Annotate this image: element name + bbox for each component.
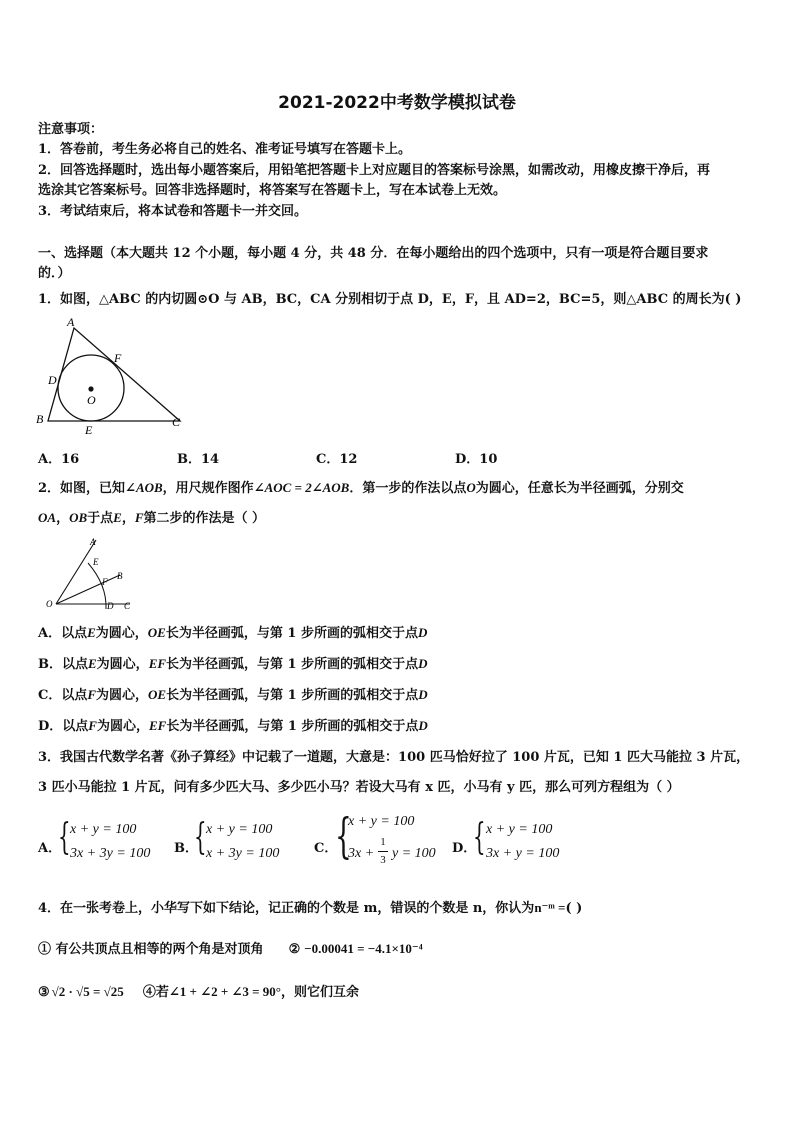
q4-item-4-math: ∠1 + ∠2 + ∠3 = 90° xyxy=(168,984,281,999)
center-point-o xyxy=(88,386,93,391)
label-e: E xyxy=(93,557,99,567)
label-c: C xyxy=(124,601,131,611)
q4-item-2-label: ② xyxy=(288,942,301,957)
opt-text: 为圆心， xyxy=(96,719,149,734)
section-heading: 一、选择题（本大题共 12 个小题，每小题 4 分，共 48 分．在每小题给出的四个选项中，只有一项是符合题目要求 xyxy=(38,246,709,261)
q4-item-1: ① 有公共顶点且相等的两个角是对顶角 xyxy=(38,942,264,957)
q2-option-a xyxy=(38,623,427,644)
label-b: B xyxy=(117,571,123,581)
q3-option-d-label: D． xyxy=(452,841,477,856)
q3-stem-line2: 3 匹小马能拉 1 片瓦，问有多少匹大马、多少匹小马？若设大马有 x 匹，小马有 y 匹，那么可列方程组为（ ） xyxy=(38,780,680,795)
notice-heading: 注意事项： xyxy=(38,122,104,137)
q2-text: 2．如图，已知 xyxy=(38,481,126,496)
q3-option-c-brace: { xyxy=(335,808,352,864)
q4-item-3-label: ③ xyxy=(38,985,50,1000)
label-o: O xyxy=(87,393,96,407)
q4-item-4-label: ④若 xyxy=(142,985,169,1000)
q2-stem-line2 xyxy=(38,508,265,529)
label-a: A xyxy=(67,315,75,329)
q4-item-row2 xyxy=(38,982,359,1003)
q2-option-b xyxy=(38,654,428,675)
q3-option-c-eq2b: y = 100 xyxy=(392,846,436,861)
q4-stem xyxy=(38,898,582,919)
q2-math-aob: ∠AOB xyxy=(125,480,163,495)
q3-option-d-brace: { xyxy=(473,817,486,858)
notice-item-2-cont: 选涂其它答案标号。回答非选择题时，将答案写在答题卡上，写在本试卷上无效。 xyxy=(38,183,507,198)
q2-stem-line1 xyxy=(38,478,684,499)
q3-option-b-eq2: x + 3y = 100 xyxy=(206,846,280,861)
q2-text: ， xyxy=(56,511,70,526)
opt-math: D xyxy=(417,625,428,640)
q3-option-b-brace: { xyxy=(194,817,207,858)
opt-math: F xyxy=(87,687,97,702)
opt-math: D xyxy=(418,718,428,733)
opt-math: OE xyxy=(148,687,167,702)
q1-option-d: D．10 xyxy=(455,452,498,467)
triangle-abc xyxy=(48,328,180,421)
opt-text: 为圆心， xyxy=(96,688,149,703)
label-a: A xyxy=(90,537,96,547)
label-f: F xyxy=(114,351,122,365)
opt-math: F xyxy=(88,718,97,733)
q2-math-e: E xyxy=(113,510,122,525)
q4-item-4-text: ，则它们互余 xyxy=(281,985,360,1000)
q3-option-b-label: B． xyxy=(174,841,198,856)
opt-text: B．以点 xyxy=(38,657,88,672)
q2-math-o: O xyxy=(466,480,476,495)
q3-option-c-eq2a: 3x + xyxy=(348,846,375,861)
opt-text: D．以点 xyxy=(38,719,89,734)
q4-item-3-math: √2 · √5 = √25 xyxy=(51,984,124,999)
opt-text: C．以点 xyxy=(38,688,88,703)
opt-text: 长为半径画弧，与第 1 步所画的弧相交于点 xyxy=(166,657,419,672)
q3-option-c-eq1: x + y = 100 xyxy=(348,814,415,829)
q1-option-a: A．16 xyxy=(38,452,80,467)
opt-text: 为圆心， xyxy=(96,657,149,672)
q4-math: n⁻ᵐ = xyxy=(534,900,566,915)
opt-text: 长为半径画弧，与第 1 步所画的弧相交于点 xyxy=(166,719,419,734)
q3-option-a-label: A． xyxy=(38,841,62,856)
q2-math-ob: OB xyxy=(69,510,88,525)
label-d: D xyxy=(107,601,114,611)
q2-math-aoc: ∠AOC = 2∠AOB xyxy=(253,480,350,495)
q1-option-c: C．12 xyxy=(316,452,358,467)
opt-text: 长为半径画弧，与第 1 步所画的弧相交于点 xyxy=(166,688,419,703)
section-heading-cont: 的．） xyxy=(38,266,71,281)
q4-text: ( ) xyxy=(565,901,583,916)
opt-text: A．以点 xyxy=(38,626,88,641)
label-b: B xyxy=(36,412,44,426)
q1-option-b: B．14 xyxy=(177,452,220,467)
opt-math: E xyxy=(87,625,96,640)
q2-math-oa: OA xyxy=(38,510,57,525)
q4-item-row1 xyxy=(38,939,423,960)
q2-text: 为圆心，任意长为半径画弧，分别交 xyxy=(475,481,684,496)
q3-option-d-eq2: 3x + y = 100 xyxy=(486,846,560,861)
notice-item-2: 2．回答选择题时，选出每小题答案后，用铅笔把答题卡上对应题目的答案标号涂黑，如需改动，用橡皮擦干净后，再 xyxy=(38,163,711,178)
q2-text: 于点 xyxy=(87,511,114,526)
q3-option-c-frac-num: 1 xyxy=(380,836,386,848)
opt-text: 为圆心， xyxy=(95,626,148,641)
q2-text: ，用尺规作图作 xyxy=(162,481,254,496)
q4-item-2-math: −0.00041 = −4.1×10⁻⁴ xyxy=(304,941,423,956)
q3-option-c-label: C． xyxy=(314,841,338,856)
label-d: D xyxy=(48,373,57,387)
q2-math-f: F xyxy=(134,510,144,525)
opt-math: D xyxy=(418,656,428,671)
q2-text: ．第一步的作法以点 xyxy=(349,481,467,496)
q3-option-b-eq1: x + y = 100 xyxy=(206,822,273,837)
q4-text: 4．在一张考卷上，小华写下如下结论，记正确的个数是 m，错误的个数是 n，你认为 xyxy=(38,901,535,916)
opt-math: OE xyxy=(147,625,166,640)
q3-option-a-eq2: 3x + 3y = 100 xyxy=(70,846,151,861)
opt-text: 长为半径画弧，与第 1 步所画的弧相交于点 xyxy=(165,626,418,641)
label-o: O xyxy=(46,599,53,609)
q3-option-a-eq1: x + y = 100 xyxy=(70,822,137,837)
notice-item-1: 1．答卷前，考生务必将自己的姓名、准考证号填写在答题卡上。 xyxy=(38,142,412,157)
q2-text: 第二步的作法是（ ） xyxy=(143,511,266,526)
q2-text: ， xyxy=(121,511,135,526)
q3-stem-line1: 3．我国古代数学名著《孙子算经》中记载了一道题，大意是：100 匹马恰好拉了 100 片瓦，已知 1 匹大马能拉 3 片瓦， xyxy=(38,750,750,765)
q2-angle-figure xyxy=(40,535,140,613)
opt-math: D xyxy=(418,687,428,702)
q3-option-c-frac-den: 3 xyxy=(380,854,386,866)
label-c: C xyxy=(172,415,181,429)
q3-option-d-eq1: x + y = 100 xyxy=(486,822,553,837)
opt-math: EF xyxy=(148,718,167,733)
q3-option-c-frac-bar xyxy=(378,851,388,852)
q1-stem: 1．如图，△ABC 的内切圆⊙O 与 AB，BC，CA 分别相切于点 D，E，F，且 AD=2，BC=5，则△ABC 的周长为( ) xyxy=(38,292,742,307)
q3-option-a-brace: { xyxy=(58,817,71,858)
q2-option-c xyxy=(38,685,428,706)
notice-item-3: 3．考试结束后，将本试卷和答题卡一并交回。 xyxy=(38,204,308,219)
page-title: 2021-2022中考数学模拟试卷 xyxy=(278,93,516,113)
q2-option-d xyxy=(38,716,428,737)
opt-math: EF xyxy=(148,656,167,671)
q1-triangle-figure xyxy=(30,312,190,440)
label-f: F xyxy=(102,577,108,587)
opt-math: E xyxy=(88,656,97,671)
label-e: E xyxy=(85,423,93,437)
